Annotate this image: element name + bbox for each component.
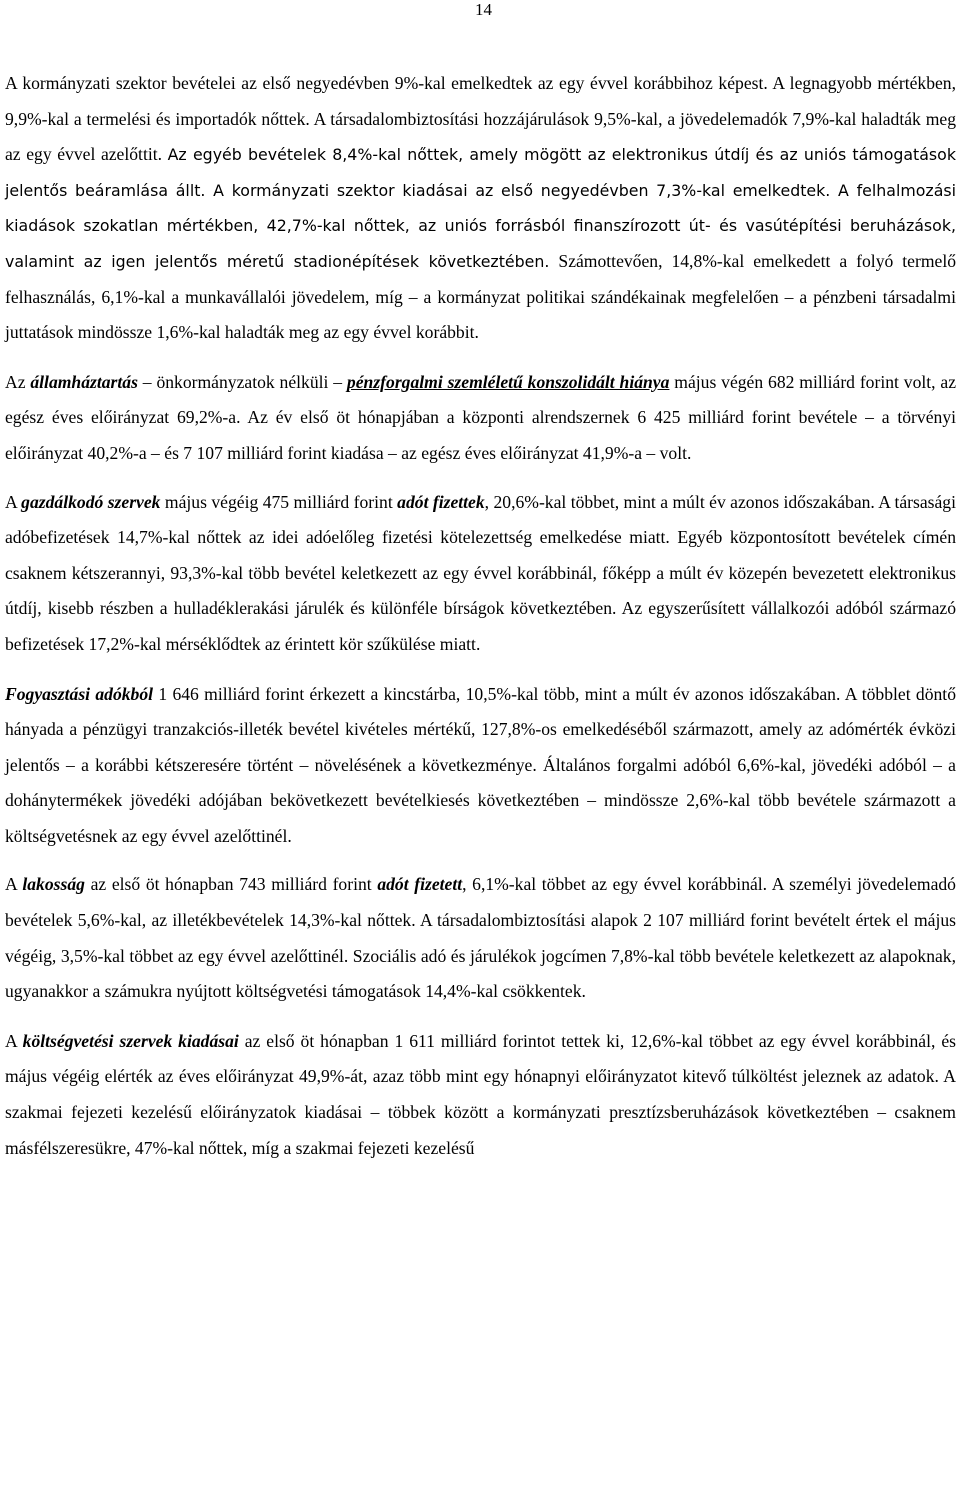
text-run: május végén 682 milliárd forint volt, az egész éves előirányzat 69,2%-a. Az év első öt hónapjában a központi alrendszernek 6 425 milliárd forint bevétele – a törvényi előirányzat 40,2%-a – és 7 107 milliárd forint kiadása – az egész éves előirányzat 41,9%-a – volt. <box>5 371 957 463</box>
emphasis-term: gazdálkodó szervek <box>21 491 161 512</box>
text-run-sans: Az egyéb bevételek 8,4%-kal nőttek, amely mögött az elektronikus útdíj és az uniós támogatások jelentős beáramlása állt. A kormányzati szektor kiadásai az első negyedévben 7,3%-kal emelkedtek. A felhalmozási kiadások szokatlan mértékben, 42,7%-kal nőttek, az uniós forrásból finanszírozott út- és vasútépítési beruházások, valamint az igen jelentős méretű stadionépítések következtében. <box>5 145 956 271</box>
text-run: május végéig 475 milliárd forint <box>160 491 398 512</box>
text-run: A <box>5 874 23 895</box>
paragraph-business-entities <box>5 485 956 663</box>
document-body <box>5 66 956 1166</box>
text-run: A <box>5 1030 23 1051</box>
text-run: az első öt hónapban 1 611 milliárd forintot tettek ki, 12,6%-kal többet az egy évvel korábbinál, és május végéig elérték az éves előirányzat 49,9%-át, azaz több mint egy hónapnyi előirányzatot kitevő túlköltést jeleznek az adatok. A szakmai fejezeti kezelésű előirányzatok kiadásai – többek között a kormányzati presztízsberuházások következtében – csaknem másfélszeresükre, 47%-kal nőttek, míg a szakmai fejezeti kezelésű <box>5 1030 956 1158</box>
text-run: A kormányzati szektor bevételei az első negyedévben 9%-kal emelkedtek az egy évvel korábbihoz képest. A legnagyobb mértékben, 9,9%-kal a termelési és importadók nőttek. A társadalombiztosítási hozzájárulások 9,5%-kal, a jövedelemadók 7,9%-kal haladták meg az egy évvel azelőttit. <box>5 73 956 165</box>
text-run: az első öt hónapban 743 milliárd forint <box>84 874 378 895</box>
paragraph-government-sector <box>5 66 956 351</box>
emphasis-term: adót fizetett <box>377 874 463 895</box>
emphasis-term: Fogyasztási adókból <box>5 683 154 704</box>
text-run: Az <box>5 371 31 392</box>
text-run: A <box>5 491 22 512</box>
emphasis-term: költségvetési szervek kiadásai <box>22 1030 239 1051</box>
paragraph-population <box>5 867 956 1009</box>
emphasis-term: lakosság <box>22 874 85 895</box>
emphasis-term: államháztartás <box>30 371 138 392</box>
text-run: – önkormányzatok nélküli – <box>137 371 347 392</box>
text-run: Számottevően, 14,8%-kal emelkedett a folyó termelő felhasználás, 6,1%-kal a munkavállalói jövedelem, míg – a kormányzat politikai szándékainak megfelelően – a pénzbeni társadalmi juttatások mindössze 1,6%-kal haladták meg az egy évvel korábbit. <box>5 250 957 343</box>
paragraph-budget-institutions <box>5 1024 956 1166</box>
paragraph-consumption-taxes <box>5 677 956 855</box>
text-run: 1 646 milliárd forint érkezett a kincstárba, 10,5%-kal több, mint a múlt év azonos időszakában. A többlet döntő hányada a pénzügyi tranzakciós-illeték bevétel kivételes mértékű, 127,8%-os emelkedéséből származott, amely az adómérték évközi jelentős – a korábbi kétszeresére történt – növelésének a következménye. Általános forgalmi adóból 6,6%-kal, jövedéki adóból – a dohánytermékek jövedéki adójában bekövetkezett bevételkiesés következtében – mindössze 2,6%-kal több bevétele származott a költségvetésnek az egy évvel azelőttinél. <box>5 683 956 846</box>
page-number: 14 <box>475 0 492 19</box>
text-run: , 6,1%-kal többet az egy évvel korábbinál. A személyi jövedelemadó bevételek 5,6%-kal, az illetékbevételek 14,3%-kal nőttek. A társadalombiztosítási alapok 2 107 milliárd forint bevételt értek el május végéig, 3,5%-kal többet az egy évvel azelőttinél. Szociális adó és járulékok jogcímen 7,8%-kal több bevétele keletkezett az alapoknak, ugyanakkor a számukra nyújtott költségvetési támogatások 14,4%-kal csökkentek. <box>5 874 956 1002</box>
paragraph-public-finance <box>5 365 956 472</box>
emphasis-term-underlined: pénzforgalmi szemléletű konszolidált hiánya <box>346 371 670 392</box>
text-run: , 20,6%-kal többet, mint a múlt év azonos időszakában. A társasági adóbefizetések 14,7%-kal nőttek az idei adóelőleg fizetési kötelezettség emelkedése miatt. Egyéb központosított bevételek címén csaknem kétszerannyi, 93,3%-kal több bevétel keletkezett az egy évvel korábbinál, főképp a múlt év közepén bevezetett elektronikus útdíj, kisebb részben a hulladéklerakási járulék és különféle bírságok következtében. Az egyszerűsített vállalkozói adóból származó befizetések 17,2%-kal mérséklődtek az érintett kör szűkülése miatt. <box>5 491 956 654</box>
emphasis-term: adót fizettek <box>397 491 485 512</box>
